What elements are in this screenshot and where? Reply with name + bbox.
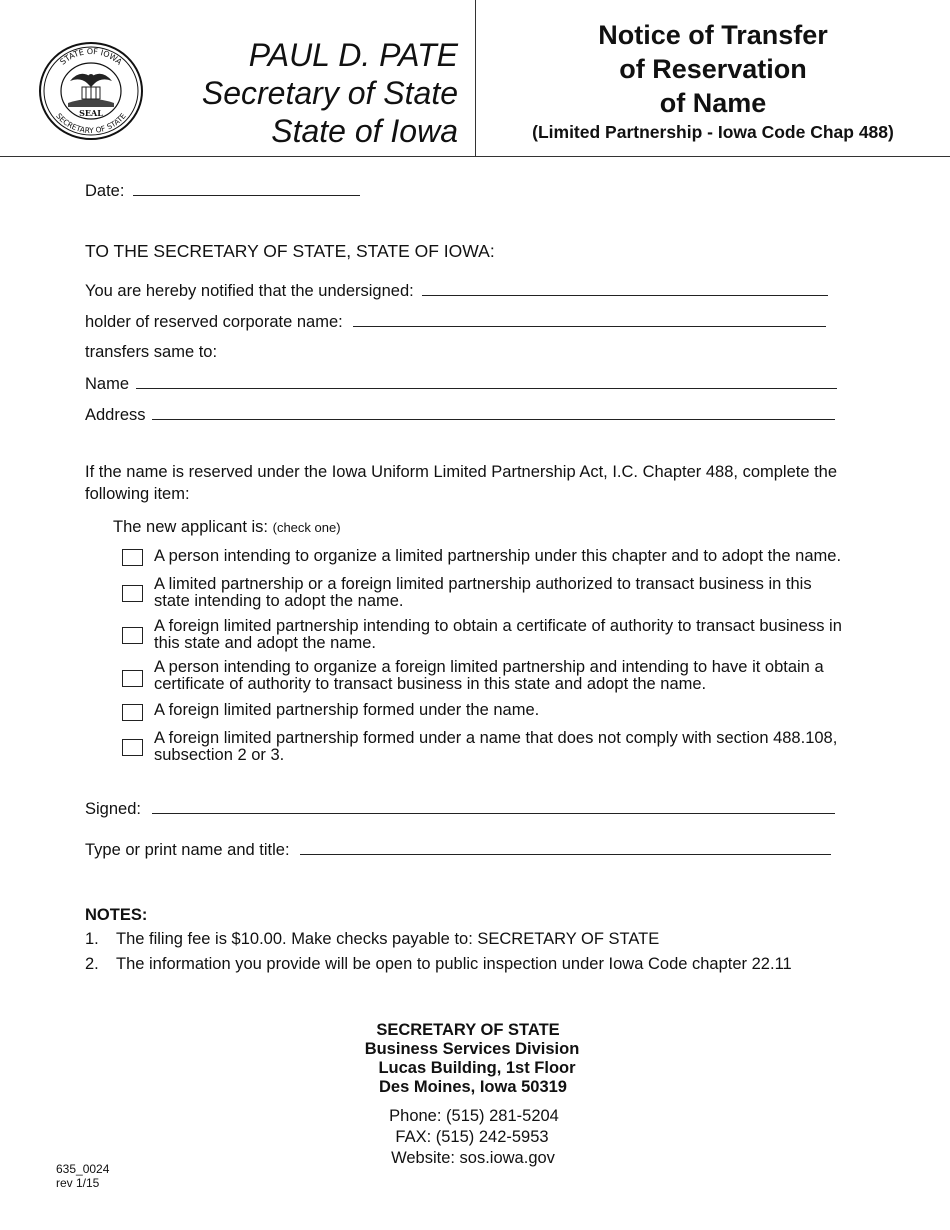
name-field[interactable] [136, 374, 837, 389]
form-revision: rev 1/15 [56, 1176, 100, 1190]
office-line-2: Business Services Division [364, 1040, 580, 1058]
title-line-3: of Name [659, 88, 767, 118]
option-2-label: A limited partnership or a foreign limited partnership authorized to transact business in this state intending to adopt the name. [154, 575, 812, 610]
office-line-3: Lucas Building, 1st Floor [378, 1059, 576, 1077]
date-field-row [85, 181, 360, 201]
address-label: Address [85, 406, 146, 424]
form-title [476, 18, 950, 144]
office-address [0, 1021, 950, 1097]
official-block [202, 36, 458, 150]
address-field[interactable] [152, 405, 835, 420]
holder-row [85, 312, 826, 332]
office-fax: FAX: (515) 242-5953 [395, 1128, 549, 1146]
iowa-state-seal [38, 41, 144, 141]
office-line-4: Des Moines, Iowa 50319 [378, 1078, 567, 1096]
signed-label: Signed: [85, 800, 141, 818]
notified-label: You are hereby notified that the undersigned: [85, 282, 414, 300]
signature-field[interactable] [152, 799, 835, 814]
form-subtitle: (Limited Partnership - Iowa Code Chap 488) [532, 122, 894, 142]
notified-row [85, 281, 828, 301]
name-label: Name [85, 375, 130, 393]
applicant-label: The new applicant is: [113, 518, 269, 536]
option-1-label: A person intending to organize a limited partnership under this chapter and to adopt the name. [154, 547, 842, 565]
option-4-checkbox[interactable] [122, 670, 143, 687]
official-state: State of Iowa [271, 113, 458, 149]
note-1-text: The filing fee is $10.00. Make checks payable to: SECRETARY OF STATE [116, 930, 660, 948]
form-number: 635_0024 [56, 1162, 110, 1176]
note-1 [85, 930, 659, 949]
name-row [85, 374, 837, 394]
option-4-label: A person intending to organize a foreign limited partnership and intending to have it obtain a certificate of authority to transact business in this state and adopt the name. [154, 658, 824, 693]
applicant-hint: (check one) [272, 520, 341, 535]
salutation: TO THE SECRETARY OF STATE, STATE OF IOWA: [85, 241, 495, 261]
option-2-checkbox[interactable] [122, 585, 143, 602]
reserved-name-field[interactable] [353, 312, 826, 327]
print-name-field[interactable] [300, 840, 831, 855]
notes-title: NOTES: [85, 906, 148, 924]
office-website: Website: sos.iowa.gov [391, 1149, 555, 1167]
undersigned-field[interactable] [422, 281, 828, 296]
option-6-label: A foreign limited partnership formed under a name that does not comply with section 488.108, subsection 2 or 3. [154, 729, 838, 764]
date-label: Date: [85, 182, 125, 200]
print-name-label: Type or print name and title: [85, 841, 290, 859]
seal-top-text: STATE OF IOWA [58, 46, 124, 67]
print-name-row [85, 840, 831, 860]
holder-label: holder of reserved corporate name: [85, 313, 343, 331]
seal-center-text: SEAL [79, 108, 103, 118]
official-name: PAUL D. PATE [248, 37, 458, 73]
title-line-2: of Reservation [619, 54, 807, 84]
note-2-number: 2. [85, 955, 99, 973]
transfers-label: transfers same to: [85, 343, 218, 361]
option-5-label: A foreign limited partnership formed under the name. [154, 701, 540, 719]
note-1-number: 1. [85, 930, 99, 948]
address-row [85, 405, 835, 425]
official-title: Secretary of State [201, 75, 458, 111]
office-phone: Phone: (515) 281-5204 [389, 1107, 559, 1125]
option-1-checkbox[interactable] [122, 549, 143, 566]
note-2 [85, 955, 792, 974]
option-3-label: A foreign limited partnership intending to obtain a certificate of authority to transact business in this state and adopt the name. [154, 617, 842, 652]
title-line-1: Notice of Transfer [598, 20, 828, 50]
option-5-checkbox[interactable] [122, 704, 143, 721]
form-number-block [56, 1162, 109, 1190]
applicant-prompt [113, 518, 341, 537]
option-6-checkbox[interactable] [122, 739, 143, 756]
option-3-checkbox[interactable] [122, 627, 143, 644]
office-contact [0, 1106, 950, 1169]
signed-row [85, 799, 835, 819]
instruction-text: If the name is reserved under the Iowa Uniform Limited Partnership Act, I.C. Chapter 488, complete the following item: [85, 463, 838, 503]
seal-bottom-text: SECRETARY OF STATE [54, 111, 128, 136]
note-2-text: The information you provide will be open to public inspection under Iowa Code chapter 22.11 [116, 955, 792, 973]
date-field[interactable] [133, 181, 360, 196]
office-line-1: SECRETARY OF STATE [376, 1021, 560, 1039]
